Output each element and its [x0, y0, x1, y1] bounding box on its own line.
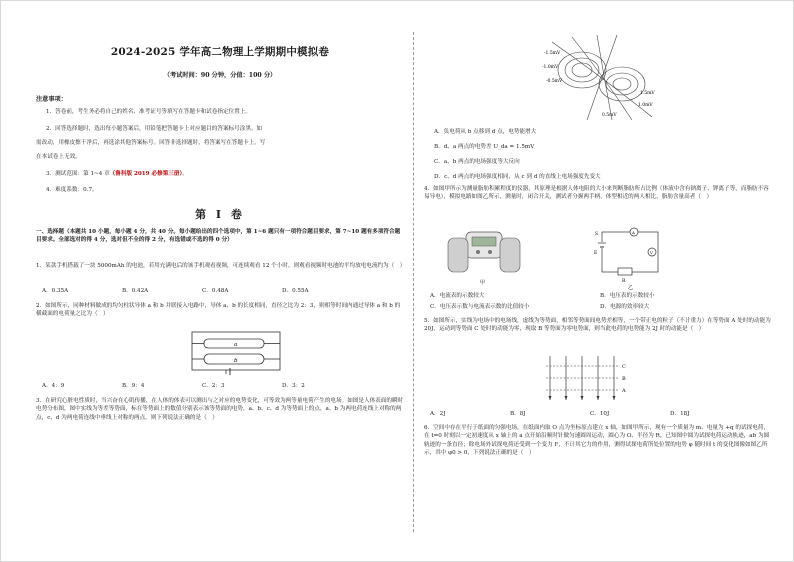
- part1-instructions: 一、选择题（本题共 10 小题，每小题 4 分，共 40 分。每小题给出的四个选项中，第 1~6 题只有一项符合题目要求，第 7~10 题有多项符合题目要求。全部选对的得 4 分，选对但不全的得 2 分，有选错或不选的得 0 分）: [36, 229, 401, 244]
- question-2-options: [42, 382, 410, 390]
- q2-option-d: D．3：2: [282, 383, 305, 389]
- note-3-prefix: 3．测试范围：第 1~4 章: [46, 171, 110, 177]
- emf-label: E: [594, 251, 598, 256]
- equipotential-diagram: [544, 352, 634, 404]
- potential-label-4: 0.5mV: [602, 113, 617, 118]
- question-2: 2．如图所示，同种材料做成的均匀柱状导体 a 和 b 并联接入电路中，导体 a、b 的长度相同，直径之比为 2：3，则相等时间内通过导体 a 和 b 的横截面的电荷量之比为（ ）: [36, 303, 401, 318]
- note-2: 2．回答选择题时，选出每小题答案后，用铅笔把答题卡上对应题目的答案标号涂黑。如: [46, 126, 263, 132]
- parallel-conductors-diagram: [186, 326, 286, 376]
- question-5-options: [430, 410, 770, 418]
- question-3: 3．在研究心脏电性质时，当兴奋在心肌传播，在人体的体表可以测出与之对应的电势变化，可等效为两等量电荷产生的电场。如图是人体表面的瞬时电势分布图，图中实线为等差等势面，标在等势面上的数值分别表示该等势面的电势，a、b、c、d 为等势面上的点，a、b 为两电荷连线上对称的两点，c、d 为两电荷连线中垂线上对称的两点，则下列说法正确的是（ ）: [36, 398, 404, 421]
- note-1: 1．答卷前，考生务必将自己的姓名、准考证号等填写在答题卡和试卷指定位置上。: [46, 109, 251, 115]
- potential-label-2: -1.0mV: [542, 65, 559, 70]
- question-1-options: [42, 287, 410, 295]
- column-divider: [413, 32, 414, 532]
- q4-option-a: A．电流表的示数较大: [430, 293, 485, 299]
- fat-meter-device-figure: [444, 228, 564, 288]
- question-5: 5．如图所示，实线为电场中的电场线，虚线为等势面，相邻等势面间电势差相等，一个带正电的粒子（不计重力）在等势面 A 处时的动能为 20J，运动到等势面 C 处时的动能为零，现取 B 等势面为零电势面，则当此电荷的电势能为 2J 时的动能是（ ）: [424, 318, 771, 333]
- notes-heading: 注意事项：: [36, 96, 67, 103]
- question-1: 1．某款手机搭载了一块 5000mAh 的电池，若用充满电后的该手机观看视频，可连续观看 12 个小时，则观看视频时电池的平均放电电流约为（ ）: [36, 263, 406, 269]
- exam-title: 2024-2025 学年高二物理上学期期中模拟卷: [110, 46, 330, 58]
- resistor-label: R: [622, 279, 626, 284]
- q1-option-d: D．0.55A: [282, 288, 309, 294]
- q2-option-c: C．2：3: [202, 383, 225, 389]
- section-title: 第 I 卷: [195, 208, 245, 221]
- note-2-cont: 需改动，用橡皮擦干净后，再选涂其他答案标号。回答非选择题时，将答案写在答题卡上。写: [36, 140, 266, 146]
- q3-option-c: C．a、b 两点的电场强度等大反向: [434, 159, 520, 165]
- ammeter-label: A: [632, 230, 635, 235]
- exam-subtitle: （考试时间：90 分钟，分值：100 分）: [163, 72, 277, 79]
- note-3: [46, 170, 404, 178]
- question-6: 6．空间中存在平行于纸面的匀强电场，在纸面内取 O 点为坐标原点建立 x 轴，如图甲所示，现有一个质量为 m、电量为 +q 的试探电荷，在 t=0 时刻以一定初速度从 x 轴上的 a 点开始沿顺时针做匀速圆周运动，圆心为 O、半径为 R。已知图中圆为试探电荷运动轨迹，ab 为圆轨迹的一条直径；除电场外试探电荷还受到一个变力 F，不计其它力的作用，测得试探电荷所处位置的电势 φ 随时间 t 的变化图像如图乙所示，其中 φ0 > 0，下列说法正确的是（ ）: [424, 425, 770, 457]
- potential-label-3: -0.5mV: [546, 79, 563, 84]
- q1-option-b: B．0.42A: [122, 288, 149, 294]
- note-3-suffix: 。: [182, 171, 188, 177]
- potential-label-5: 1.0mV: [638, 103, 653, 108]
- note-3-scope: （鲁科版 2019 必修第三册）: [109, 171, 183, 177]
- question-4-options-row2: [430, 303, 770, 311]
- figure-yi-label: 乙: [628, 285, 634, 290]
- equipotential-c-label: C: [622, 364, 626, 370]
- q5-option-a: A．2J: [430, 411, 446, 417]
- voltmeter-label: V: [650, 250, 653, 255]
- equipotential-a-label: A: [622, 388, 626, 394]
- question-4-options-row1: [430, 292, 770, 300]
- q5-option-d: D．18J: [670, 411, 690, 417]
- q3-option-a: A．负电荷从 b 点移到 d 点，电势能增大: [434, 129, 537, 135]
- conductor-b-label: b: [234, 358, 238, 364]
- potential-label-6: 1.5mV: [640, 91, 655, 96]
- equipotential-b-label: B: [622, 376, 626, 382]
- q1-option-a: A．0.35A: [42, 288, 69, 294]
- q2-option-b: B．9：4: [122, 383, 145, 389]
- figure-jia-label: 甲: [480, 280, 486, 286]
- question-4: 4．如图甲所示为测量脂肪积累程度的仪器，其原理是根据人体电阻的大小来判断脂肪所占比例（体液中含有钠离子、钾离子等，而脂肪不容易导电），模拟电路如图乙所示，测量时，闭合开关，测试者分握两手柄，体型相近的两人相比，脂肪含量高者（ ）: [424, 186, 769, 201]
- q3-option-b: B．d、a 两点的电势差 U_da = 1.5mV: [434, 144, 535, 150]
- q4-option-c: C．电压表示数与电流表示数的比值较小: [430, 304, 530, 310]
- switch-label: S: [595, 232, 599, 237]
- q4-option-b: B．电压表的示数较小: [600, 293, 655, 299]
- q5-option-c: C．10J: [590, 411, 610, 417]
- q2-option-a: A．4：9: [42, 383, 65, 389]
- q3-option-d: D．c、d 两点的电场强度相同，从 c 到 d 的直线上电场强度先变大: [434, 174, 601, 180]
- q1-option-c: C．0.48A: [202, 288, 229, 294]
- note-2-end: 在本试卷上无效。: [36, 154, 81, 160]
- fat-meter-circuit-diagram: [594, 226, 666, 290]
- heart-potential-diagram: [542, 32, 662, 122]
- note-4: 4．难度系数：0.7。: [46, 187, 98, 193]
- q5-option-b: B．8J: [510, 411, 526, 417]
- potential-label-1: -1.5mV: [544, 51, 561, 56]
- q4-option-d: D．电源的效率较大: [600, 304, 650, 310]
- conductor-a-label: a: [234, 342, 238, 348]
